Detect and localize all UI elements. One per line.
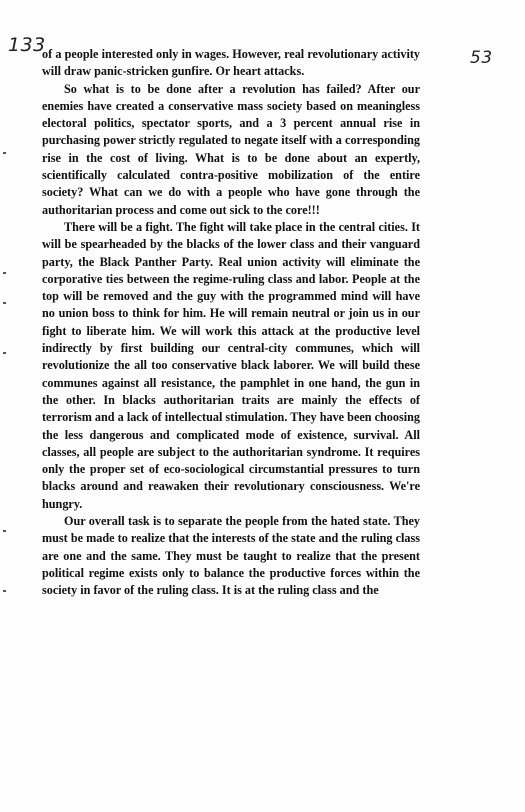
margin-speck [3,530,6,532]
margin-speck [3,302,6,304]
margin-speck [3,152,6,154]
margin-speck [3,352,6,354]
paragraph: So what is to be done after a revolution has failed? After our enemies have created a conservative mass society based on meaningless electoral politics, spectator sports, and a 3 percent annual rise in purchasing power strictly regulated to negate itself with a corresponding rise in the cost of living. What is to be done about an expertly, scientifically calculated contra-positive mobilization of the entire society? What can we do with a people who have gone through the authoritarian process and come out sick to the core!!! [42,81,420,217]
paragraph: Our overall task is to separate the people from the hated state. They must be made to realize that the interests of the state and the ruling class are one and the same. They must be taught to realize that the present political regime exists only to balance the productive forces within the society in favor of the ruling class. It is at the ruling class and the [42,514,420,598]
handwritten-page-number-right: 53 [470,48,493,68]
margin-speck [3,272,6,274]
paragraph-continuation: of a people interested only in wages. However, real revolutionary activity will draw panic-stricken gunfire. Or heart attacks. [42,47,420,79]
body-text [42,46,420,600]
paragraph: There will be a fight. The fight will take place in the central cities. It will be spearheaded by the blacks of the lower class and their vanguard party, the Black Panther Party. Real union activity will eliminate the corporative ties between the regime-ruling class and labor. People at the top will be removed and the guy with the programmed mind will have no union boss to think for him. He will remain neutral or join us in our fight to liberate him. We will work this attack at the productive level indirectly by first building our central-city communes, which will revolutionize the all too conservative black laborer. We will build these communes against all resistance, the pamphlet in one hand, the gun in the other. In blacks authoritarian traits are mainly the effects of terrorism and a lack of intellectual stimulation. They have been choosing the less dangerous and complicated mode of existence, survival. All classes, all people are subject to the authoritarian syndrome. It requires only the proper set of eco-sociological circumstantial pressures to turn blacks around and reawaken their revolutionary consciousness. We're hungry. [42,219,420,511]
margin-speck [3,590,6,592]
handwritten-page-number-left: 133 [8,34,46,56]
